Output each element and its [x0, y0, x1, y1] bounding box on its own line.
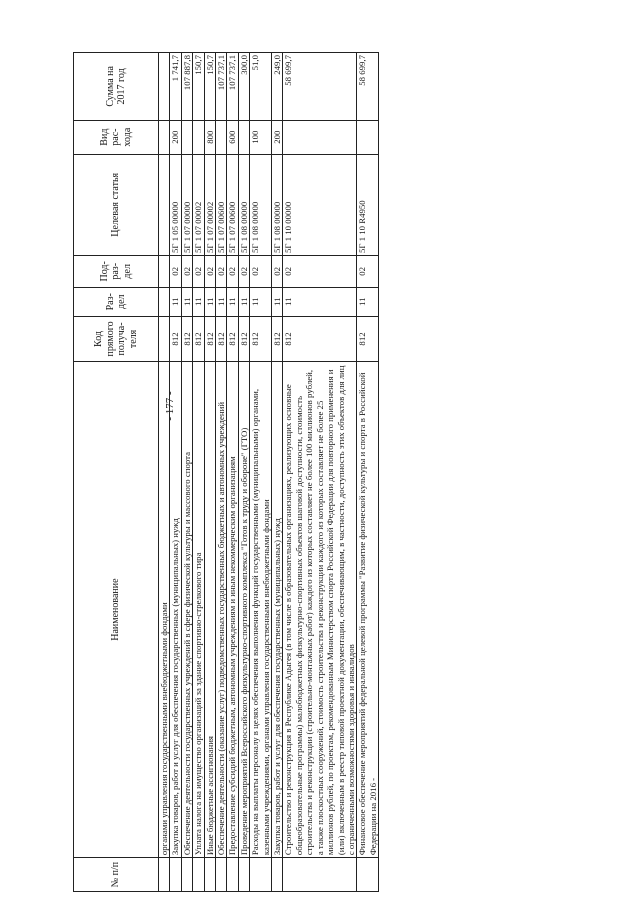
header-code: Код прямого получа-теля — [74, 316, 159, 361]
cell-celevaya: 5Г 1 07 00600 — [216, 154, 227, 255]
cell-summa: 300,0 — [238, 53, 249, 121]
cell-code: 812 — [181, 316, 192, 361]
cell-code: 812 — [238, 316, 249, 361]
cell-code: 812 — [227, 316, 238, 361]
cell-celevaya: 5Г 1 07 00002 — [204, 154, 215, 255]
table-row — [238, 53, 249, 892]
cell-summa: 107 737,1 — [227, 53, 238, 121]
cell-summa: 1 741,7 — [170, 53, 181, 121]
cell-summa: 58 699,7 — [357, 53, 379, 121]
cell-name: Закупка товаров, работ и услуг для обеспечения государственных (муниципальных) нужд — [272, 362, 283, 858]
cell-num — [181, 858, 192, 892]
table-row — [250, 53, 272, 892]
cell-podrazdel: 02 — [204, 256, 215, 288]
cell-vid — [193, 120, 204, 154]
cell-celevaya: 5Г 1 07 00000 — [181, 154, 192, 255]
cell-vid: 200 — [170, 120, 181, 154]
header-razdel: Раз-дел — [74, 287, 159, 316]
table-row — [283, 53, 357, 892]
cell-name: Проведение мероприятий Всероссийского физкультурно-спортивного комплекса "Готов к труду и обороне" (ГТО) — [238, 362, 249, 858]
table-row — [357, 53, 379, 892]
cell-code: 812 — [216, 316, 227, 361]
cell-podrazdel: 02 — [283, 256, 357, 288]
header-num: № п/п — [74, 858, 159, 892]
cell-razdel: 11 — [204, 287, 215, 316]
header-name: Наименование — [74, 362, 159, 858]
cell-vid — [216, 120, 227, 154]
cell-num — [238, 858, 249, 892]
cell-podrazdel: 02 — [193, 256, 204, 288]
cell-name: Строительство и реконструкция в Республике Адыгея (в том числе в образовательных организациях, реализующих основные общеобразовательные программы) малобюджетных физкультурно-спортивных объектов шаговой доступности, стоимость строительства и реконструкции (строительно-монтажных работ) каждого из которых составляет не более 100 миллионов рублей, а также плоскостных сооружений, стоимость строительства и реконструкции каждого из которых составляет не более 25 миллионов рублей, по проектам, рекомендованным Министерством спорта Российской Федерации для повторного применения и (или) включенным в реестр типовой проектной документации, обеспечивающим, в частности, доступность этих объектов для лиц с ограниченными возможностями здоровья и инвалидов — [283, 362, 357, 858]
header-podrazdel: Под-раз-дел — [74, 256, 159, 288]
cell-podrazdel: 02 — [272, 256, 283, 288]
header-summa: Сумма на 2017 год — [74, 53, 159, 121]
cell-summa: 51,0 — [250, 53, 272, 121]
cell-podrazdel: 02 — [238, 256, 249, 288]
cell-num — [357, 858, 379, 892]
cell-celevaya: 5Г 1 07 00600 — [227, 154, 238, 255]
cell-celevaya: 5Г 1 10 00000 — [283, 154, 357, 255]
cell-podrazdel — [159, 256, 170, 288]
cell-code: 812 — [250, 316, 272, 361]
table-row — [204, 53, 215, 892]
budget-table — [73, 52, 379, 892]
cell-podrazdel: 02 — [181, 256, 192, 288]
table-row — [193, 53, 204, 892]
table-body — [159, 53, 379, 892]
cell-razdel: 11 — [227, 287, 238, 316]
cell-name: Уплата налога на имущество организаций за здание спортивно-стрелкового тира — [193, 362, 204, 858]
cell-num — [159, 858, 170, 892]
cell-summa: 249,0 — [272, 53, 283, 121]
table-row — [272, 53, 283, 892]
cell-celevaya: 5Г 1 08 00000 — [272, 154, 283, 255]
cell-num — [193, 858, 204, 892]
cell-summa — [159, 53, 170, 121]
cell-vid: 600 — [227, 120, 238, 154]
cell-celevaya: 5Г 1 05 00000 — [170, 154, 181, 255]
budget-table-sheet — [73, 52, 607, 892]
cell-vid — [283, 120, 357, 154]
cell-code: 812 — [193, 316, 204, 361]
table-header — [74, 53, 159, 892]
cell-razdel: 11 — [238, 287, 249, 316]
cell-name: Обеспечение деятельности (оказание услуг) подведомственных государственных бюджетных и автономных учреждений — [216, 362, 227, 858]
cell-name: органами управления государственными внебюджетными фондами — [159, 362, 170, 858]
cell-razdel: 11 — [181, 287, 192, 316]
cell-num — [250, 858, 272, 892]
cell-celevaya — [159, 154, 170, 255]
table-row — [216, 53, 227, 892]
cell-summa: 150,7 — [204, 53, 215, 121]
cell-razdel: 11 — [357, 287, 379, 316]
cell-num — [170, 858, 181, 892]
cell-code — [159, 316, 170, 361]
cell-vid — [238, 120, 249, 154]
cell-razdel — [159, 287, 170, 316]
cell-summa: 107 737,1 — [216, 53, 227, 121]
cell-summa: 150,7 — [193, 53, 204, 121]
cell-razdel: 11 — [193, 287, 204, 316]
cell-razdel: 11 — [250, 287, 272, 316]
table-row — [170, 53, 181, 892]
cell-celevaya: 5Г 1 10 R4950 — [357, 154, 379, 255]
cell-razdel: 11 — [272, 287, 283, 316]
cell-celevaya: 5Г 1 08 00000 — [238, 154, 249, 255]
cell-num — [272, 858, 283, 892]
cell-name: Расходы на выплаты персоналу в целях обеспечения выполнения функций государственными (муниципальными) органами, казенными учреждениями, органами управления государственными внебюджетными фондами — [250, 362, 272, 858]
cell-celevaya: 5Г 1 08 00000 — [250, 154, 272, 255]
cell-celevaya: 5Г 1 07 00002 — [193, 154, 204, 255]
cell-podrazdel: 02 — [357, 256, 379, 288]
cell-vid — [357, 120, 379, 154]
cell-podrazdel: 02 — [227, 256, 238, 288]
header-celevaya: Целевая статья — [74, 154, 159, 255]
header-vid: Вид рас-хода — [74, 120, 159, 154]
cell-razdel: 11 — [283, 287, 357, 316]
cell-num — [216, 858, 227, 892]
cell-vid — [181, 120, 192, 154]
cell-name: Предоставление субсидий бюджетным, автономным учреждениям и иным некоммерческим организациям — [227, 362, 238, 858]
cell-vid — [159, 120, 170, 154]
cell-vid: 800 — [204, 120, 215, 154]
cell-podrazdel: 02 — [250, 256, 272, 288]
cell-podrazdel: 02 — [216, 256, 227, 288]
table-row — [227, 53, 238, 892]
cell-razdel: 11 — [216, 287, 227, 316]
cell-name: Обеспечение деятельности государственных учреждений в сфере физической культуры и массового спорта — [181, 362, 192, 858]
cell-code: 812 — [170, 316, 181, 361]
table-row — [159, 53, 170, 892]
cell-num — [227, 858, 238, 892]
cell-podrazdel: 02 — [170, 256, 181, 288]
cell-razdel: 11 — [170, 287, 181, 316]
cell-name: Финансовое обеспечение мероприятий федеральной целевой программы "Развитие физической культуры и спорта в Российской Федерации на 2016 - — [357, 362, 379, 858]
cell-summa: 107 887,8 — [181, 53, 192, 121]
cell-summa: 58 699,7 — [283, 53, 357, 121]
table-row — [181, 53, 192, 892]
cell-vid: 100 — [250, 120, 272, 154]
page-number: - 177 - — [164, 391, 176, 421]
cell-name: Иные бюджетные ассигнования — [204, 362, 215, 858]
cell-code: 812 — [283, 316, 357, 361]
cell-num — [204, 858, 215, 892]
cell-code: 812 — [272, 316, 283, 361]
cell-num — [283, 858, 357, 892]
cell-name: Закупка товаров, работ и услуг для обеспечения государственных (муниципальных) нужд — [170, 362, 181, 858]
cell-vid: 200 — [272, 120, 283, 154]
cell-code: 812 — [204, 316, 215, 361]
cell-code: 812 — [357, 316, 379, 361]
